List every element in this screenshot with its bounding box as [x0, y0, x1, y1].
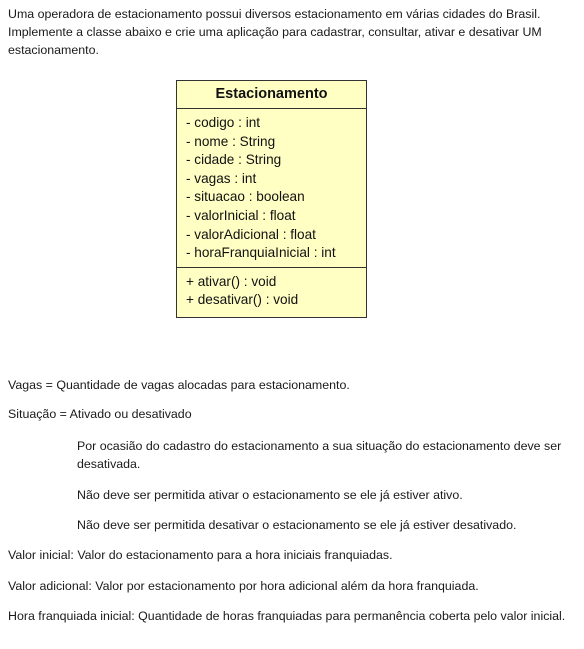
hora-franquiada-description: Hora franquiada inicial: Quantidade de horas franquiadas para permanência coberta pelo valor inicial.: [8, 609, 566, 623]
uml-attributes-section: [177, 109, 366, 268]
uml-attribute: - horaFranquiaInicial : int: [186, 245, 336, 261]
uml-method: + ativar() : void: [186, 273, 277, 289]
valor-inicial-description: Valor inicial: Valor do estacionamento para a hora iniciais franquiadas.: [8, 548, 393, 562]
uml-attribute: - vagas : int: [186, 170, 257, 186]
uml-attribute: - valorInicial : float: [186, 207, 296, 223]
uml-attribute: - cidade : String: [186, 152, 282, 168]
uml-class-diagram: [176, 80, 367, 318]
uml-attribute: - situacao : boolean: [186, 189, 305, 205]
uml-method: + desativar() : void: [186, 292, 299, 308]
situacao-description: Situação = Ativado ou desativado: [8, 407, 192, 421]
rule-cadastro: Por ocasião do cadastro do estacionamento a sua situação do estacionamento deve ser desativada.: [77, 439, 562, 471]
uml-attribute: - codigo : int: [186, 115, 261, 130]
uml-methods-section: [177, 268, 366, 314]
rule-desativar: Não deve ser permitida desativar o estacionamento se ele já estiver desativado.: [77, 518, 517, 532]
uml-attribute: - nome : String: [186, 133, 276, 149]
uml-attribute: - valorAdicional : float: [186, 226, 316, 242]
intro-paragraph: Uma operadora de estacionamento possui diversos estacionamento em várias cidades do Brasil. Implemente a classe abaixo e crie uma aplicação para cadastrar, consultar, ativar e desativar UM estacionamento.: [8, 7, 542, 57]
valor-adicional-description: Valor adicional: Valor por estacionamento por hora adicional além da hora franquiada.: [8, 579, 479, 593]
uml-class-name: Estacionamento: [177, 81, 366, 109]
rule-ativar: Não deve ser permitida ativar o estacionamento se ele já estiver ativo.: [77, 488, 463, 502]
vagas-description: Vagas = Quantidade de vagas alocadas para estacionamento.: [8, 378, 350, 392]
